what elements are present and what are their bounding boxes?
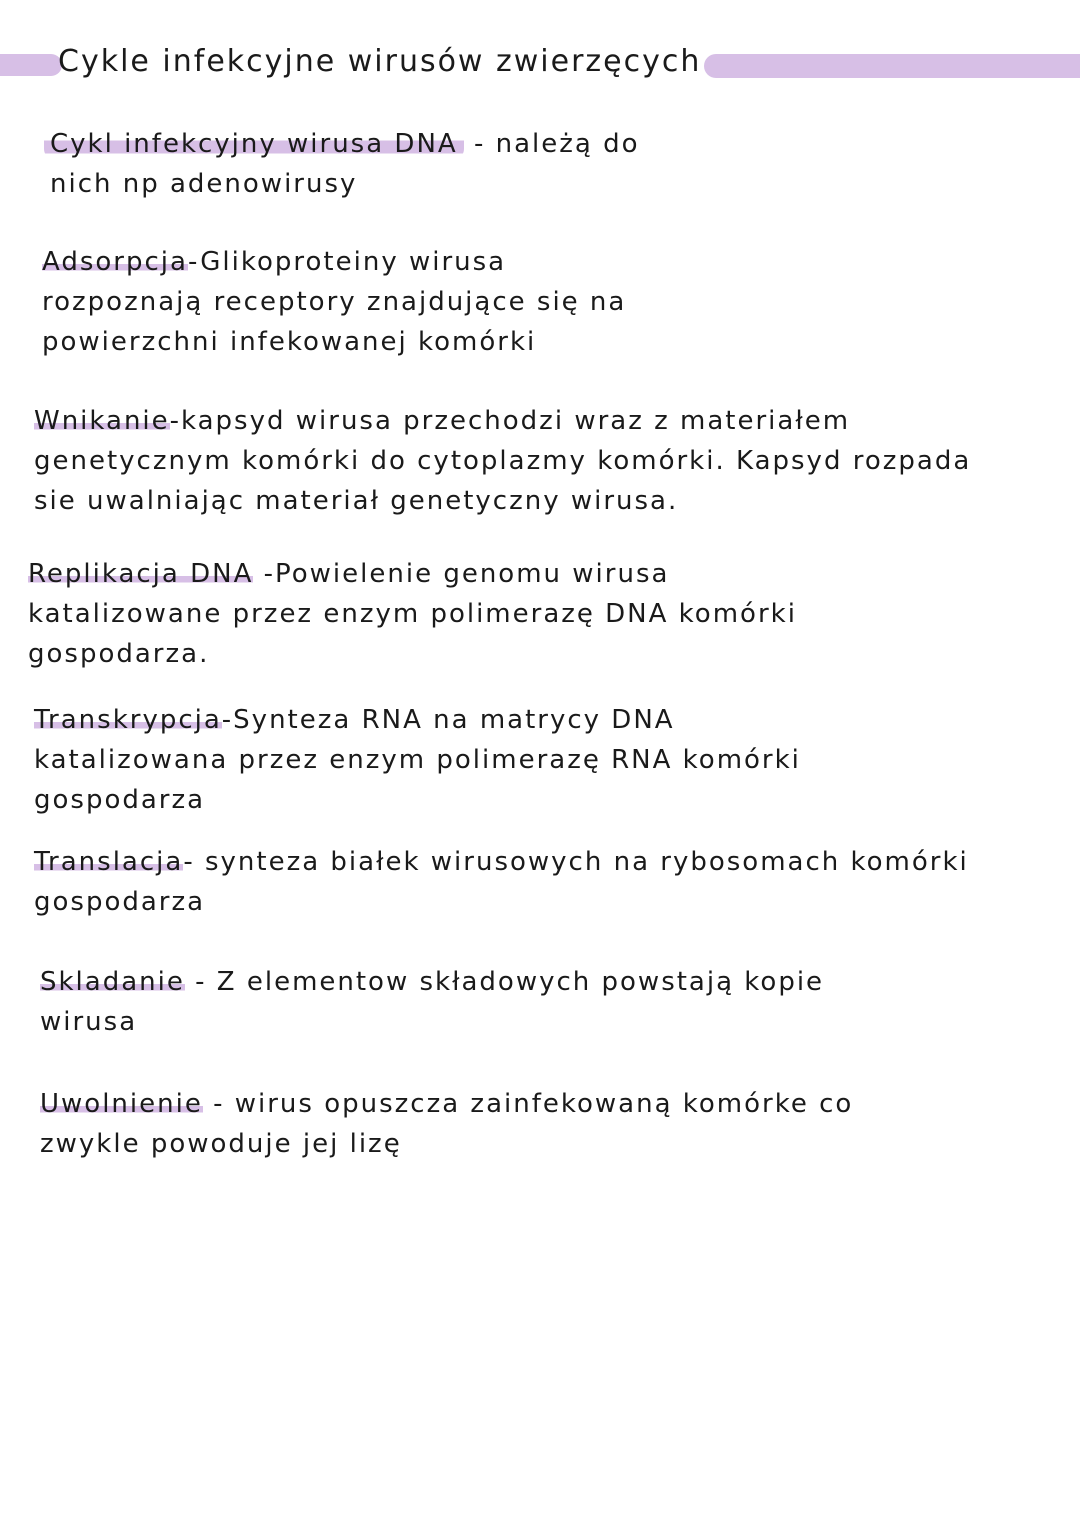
section-line: zwykle powoduje jej lizę <box>40 1129 402 1159</box>
section-line: gospodarza <box>34 785 206 815</box>
intro-line-2: nich np adenowirusy <box>50 169 358 199</box>
section-uwolnienie <box>40 1084 853 1164</box>
title-row <box>0 40 1080 88</box>
title-highlight-right <box>704 54 1080 78</box>
intro-block <box>50 124 640 204</box>
section-transkrypcja <box>34 700 801 820</box>
section-skladanie <box>40 962 824 1042</box>
section-term: Translacja <box>34 847 184 877</box>
section-wnikanie <box>34 401 971 521</box>
section-line: wirusa <box>40 1007 138 1037</box>
section-text: -kapsyd wirusa przechodzi wraz z materiałem <box>169 406 851 436</box>
section-replikacja <box>28 554 797 674</box>
section-text: -Synteza RNA na matrycy DNA <box>221 705 675 735</box>
section-line: sie uwalniając materiał genetyczny wirusa. <box>34 486 679 516</box>
section-term: Adsorpcja <box>42 247 188 277</box>
section-term: Uwolnienie <box>40 1089 203 1119</box>
section-line: powierzchni infekowanej komórki <box>42 327 537 357</box>
section-line: rozpoznają receptory znajdujące się na <box>42 287 627 317</box>
section-text: - Z elementow składowych powstają kopie <box>184 967 825 997</box>
section-adsorpcja <box>42 242 626 362</box>
section-text: - synteza białek wirusowych na rybosomach komórki <box>183 847 969 877</box>
section-line: genetycznym komórki do cytoplazmy komórki. Kapsyd rozpada <box>34 446 972 476</box>
title-highlight-left <box>0 54 62 76</box>
section-line: katalizowane przez enzym polimerazę DNA komórki <box>28 599 797 629</box>
section-line: katalizowana przez enzym polimerazę RNA komórki <box>34 745 801 775</box>
section-term: Replikacja DNA <box>28 559 254 589</box>
section-translacja <box>34 842 969 922</box>
section-term: Transkrypcja <box>34 705 222 735</box>
section-term: Wnikanie <box>34 406 170 436</box>
section-text: - wirus opuszcza zainfekowaną komórke co <box>202 1089 854 1119</box>
section-text: -Powielenie genomu wirusa <box>253 559 670 589</box>
section-line: gospodarza <box>34 887 206 917</box>
intro-term: Cykl infekcyjny wirusa DNA <box>44 129 464 159</box>
section-term: Skladanie <box>40 967 185 997</box>
page-title: Cykle infekcyjne wirusów zwierzęcych <box>58 44 702 79</box>
section-text: -Glikoproteiny wirusa <box>187 247 507 277</box>
section-line: gospodarza. <box>28 639 210 669</box>
intro-rest: - należą do <box>463 129 640 159</box>
